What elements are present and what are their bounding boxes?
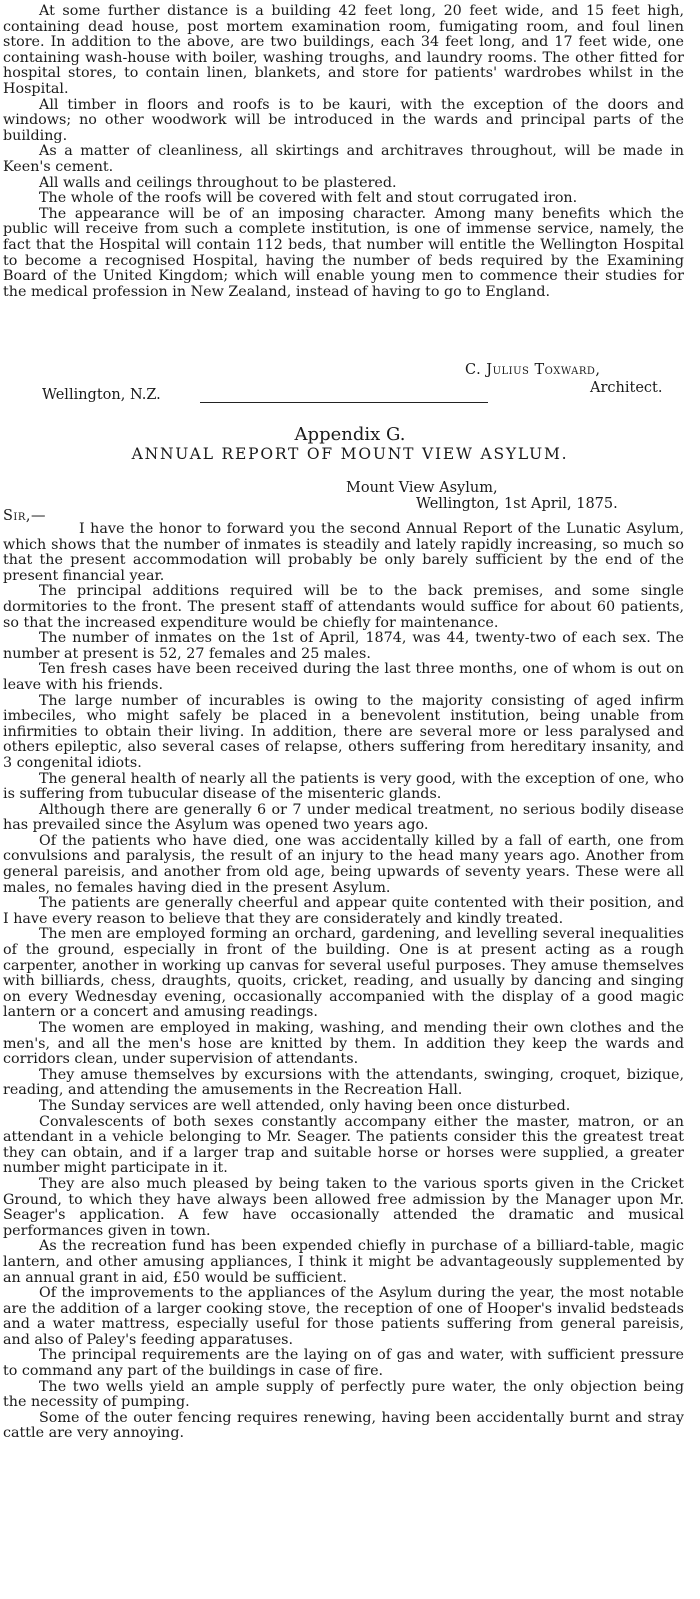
paragraph-men-employment: The men are employed forming an orchard, gardening, and levelling several inequalities of the ground, especially in front of the building. One is at present acting as a rough carpenter, another in working up canvas for several useful purposes. They amuse themselves with billiards, chess, draughts, quoits, cricket, reading, and usually by dancing and singing on every Wednesday evening, occasionally accompanied with the display of a good magic lantern or a concert and amusing readings.	[3, 926, 684, 1021]
paragraph-report-intro: I have the honor to forward you the second Annual Report of the Lunatic Asylum, which shows that the number of inmates is steadily and lately rapidly increasing, so much so that the present accommodation will probably be only barely sufficient by the end of the present financial year.	[3, 521, 684, 584]
paragraph-appearance: The appearance will be of an imposing character. Among many benefits which the public will receive from such a complete institution, is one of immense service, namely, the fact that the Hospital will contain 112 beds, that number will entitle the Wellington Hospital to become a recognised Hospital, having the number of beds required by the Examining Board of the United Kingdom; which will enable young men to commence their studies for the medical profession in New Zealand, instead of having to go to England.	[3, 205, 684, 300]
paragraph-women-employment: The women are employed in making, washing, and mending their own clothes and the men's, and all the men's hose are knitted by them. In addition they keep the wards and corridors clean, under supervision of attendants.	[3, 1020, 684, 1068]
signature-place: Wellington, N.Z.	[42, 387, 161, 403]
paragraph-medical-treatment: Although there are generally 6 or 7 under medical treatment, no serious bodily disease has prevailed since the Asylum was opened two years ago.	[3, 801, 684, 834]
paragraph-wells: The two wells yield an ample supply of perfectly pure water, the only objection being the necessity of pumping.	[3, 1378, 684, 1411]
hospital-description-section	[3, 4, 684, 300]
paragraph-improvements: Of the improvements to the appliances of the Asylum during the year, the most notable are the addition of a larger cooking stove, the reception of one of Hooper's invalid bedsteads and a water mattress, especially useful for those patients suffering from general pareisis, and also of Paley's feeding apparatuses.	[3, 1285, 684, 1348]
paragraph-deaths: Of the patients who have died, one was accidentally killed by a fall of earth, one from convulsions and paralysis, the result of an injury to the head many years ago. Another from general pareisis, and another from old age, being upwards of seventy years. These were all males, no females having died in the present Asylum.	[3, 832, 684, 896]
paragraph-outbuildings: At some further distance is a building 42 feet long, 20 feet wide, and 15 feet high, containing dead house, post mortem examination room, fumigating room, and foul linen store. In addition to the above, are two buildings, each 34 feet long, and 17 feet wide, one containing wash-house with boiler, washing troughs, and laundry rooms. The other fitted for hospital stores, to contain linen, blankets, and store for patients' wardrobes whilst in the Hospital.	[3, 3, 684, 97]
architect-title: Architect.	[590, 380, 663, 396]
paragraph-sports: They are also much pleased by being taken to the various sports given in the Cricket Ground, to which they have always been allowed free admission by the Manager upon Mr. Seager's application. A few have occasionally attended the dramatic and musical performances given in town.	[3, 1175, 684, 1239]
paragraph-walls: All walls and ceilings throughout to be plastered.	[39, 174, 397, 191]
appendix-title: Appendix G.	[294, 424, 406, 445]
paragraph-fencing: Some of the outer fencing requires renewing, having been accidentally burnt and stray cattle are very annoying.	[3, 1409, 684, 1442]
address-line-1: Mount View Asylum,	[346, 480, 498, 496]
paragraph-recreation-fund: As the recreation fund has been expended chiefly in purchase of a billiard-table, magic lantern, and other amusing appliances, I think it might be advantageously supplemented by an annual grant in aid, £50 would be sufficient.	[3, 1238, 684, 1286]
paragraph-inmates-count: The number of inmates on the 1st of April, 1874, was 44, twenty-two of each sex. The number at present is 52, 27 females and 25 males.	[3, 630, 684, 662]
section-divider	[200, 402, 488, 403]
paragraph-cement: As a matter of cleanliness, all skirtings and architraves throughout, will be made in Keen's cement.	[3, 143, 684, 175]
paragraph-additions: The principal additions required will be to the back premises, and some single dormitories to the front. The present staff of attendants would suffice for about 60 patients, so that the increased expenditure would be chiefly for maintenance.	[3, 583, 684, 631]
paragraph-women-amusements: They amuse themselves by excursions with the attendants, swinging, croquet, bizique, reading, and attending the amusements in the Recreation Hall.	[3, 1066, 684, 1099]
paragraph-patients-cheerful: The patients are generally cheerful and appear quite contented with their position, and I have every reason to believe that they are considerately and kindly treated.	[3, 895, 684, 927]
asylum-report-section	[3, 522, 684, 1442]
address-line-2: Wellington, 1st April, 1875.	[416, 496, 618, 512]
paragraph-requirements: The principal requirements are the laying on of gas and water, with sufficient pressure to command any part of the buildings in case of fire.	[3, 1347, 684, 1380]
report-title: ANNUAL REPORT OF MOUNT VIEW ASYLUM.	[131, 445, 569, 463]
paragraph-fresh-cases: Ten fresh cases have been received during the last three months, one of whom is out on leave with his friends.	[3, 661, 684, 693]
paragraph-roofs: The whole of the roofs will be covered with felt and stout corrugated iron.	[39, 190, 578, 207]
paragraph-sunday-services: The Sunday services are well attended, only having been once disturbed.	[39, 1097, 571, 1114]
paragraph-general-health: The general health of nearly all the patients is very good, with the exception of one, who is suffering from tubucular disease of the misenteric glands.	[3, 770, 684, 803]
paragraph-timber: All timber in floors and roofs is to be kauri, with the exception of the doors and windows; no other woodwork will be introduced in the wards and principal parts of the building.	[3, 96, 684, 144]
paragraph-convalescents: Convalescents of both sexes constantly accompany either the master, matron, or an attendant in a vehicle belonging to Mr. Seager. The patients consider this the greatest treat they can obtain, and if a larger trap and suitable horse or horses were supplied, a greater number might participate in it.	[3, 1113, 684, 1177]
paragraph-incurables: The large number of incurables is owing to the majority consisting of aged infirm imbeciles, who might safely be placed in a benevolent institution, being unable from infirmities to obtain their living. In addition, there are several more or less paralysed and others epileptic, also several cases of relapse, others suffering from hereditary insanity, and 3 congenital idiots.	[3, 692, 684, 771]
architect-name: C. Julius Toxward,	[465, 362, 601, 378]
salutation: Sir,—	[3, 508, 47, 524]
